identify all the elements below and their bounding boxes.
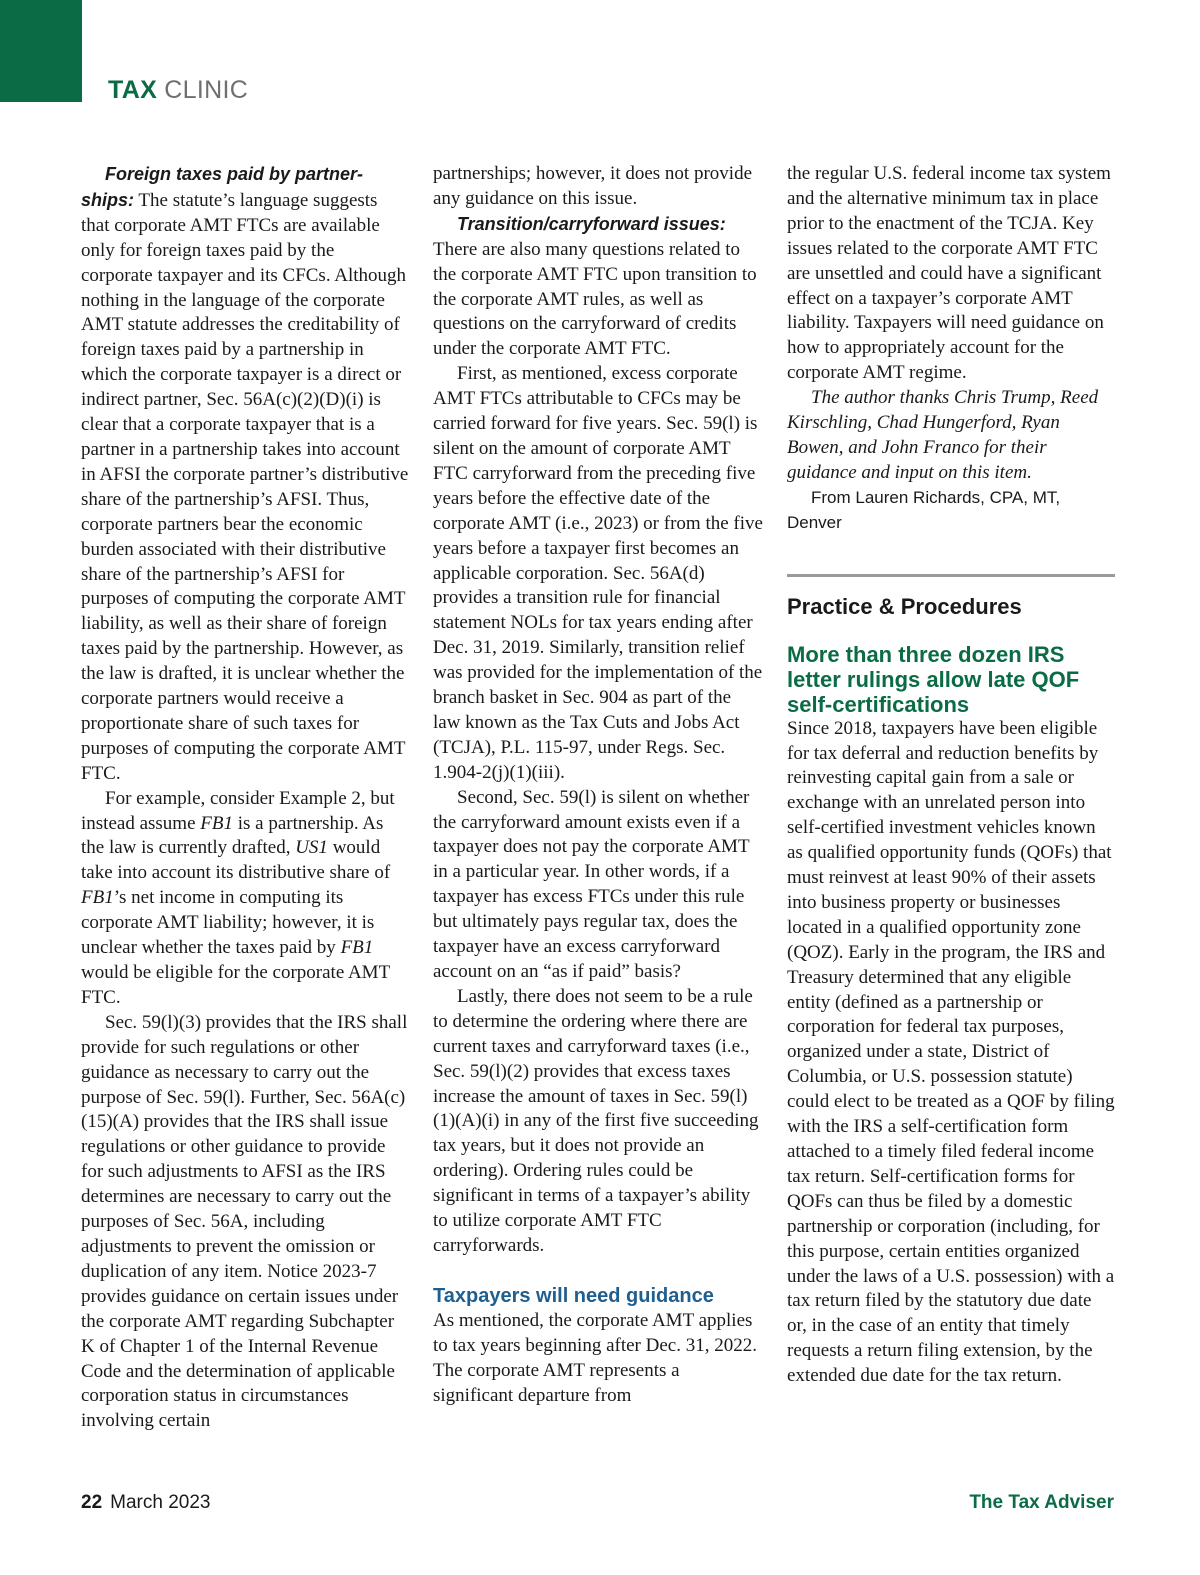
paragraph: Foreign taxes paid by partner-ships: The statute’s language suggests that corporate AMT FTCs are available only for foreign taxes paid by the corporate taxpayer and its CFCs. Although nothing in the language of the corporate AMT statute addresses the creditability of foreign taxes paid by a partnership in which the corporate taxpayer is a direct or indirect partner, Sec. 56A(c)(2)(D)(i) is clear that a corporate taxpayer that is a partner in a partnership takes into account in AFSI the corporate partner’s distributive share of the partnership’s AFSI. Thus, corporate partners bear the economic burden associated with their distributive share of the partnership’s AFSI for purposes of computing the corporate AMT liability, as well as their share of foreign taxes paid by the partnership. However, as the law is drafted, it is unclear whether the corporate partners would receive a proportionate share of such taxes for purposes of computing the corporate AMT FTC.	[81, 164, 409, 784]
paragraph: Since 2018, taxpayers have been eligible for tax deferral and reduction benefits by reinvesting capital gain from a sale or exchange with an unrelated person into self-certified investment vehicles known as qualified opportunity funds (QOFs) that must reinvest at least 90% of their assets into business property or businesses located in a qualified opportunity zone (QOZ). Early in the program, the IRS and Treasury determined that any eligible entity (defined as a partnership or corporation for federal tax purposes, organized under a state, District of Columbia, or U.S. possession statute) could elect to be treated as a QOF by filing with the IRS a self-certification form attached to a timely filed federal income tax return. Self-certification forms for QOFs can thus be filed by a domestic partnership or corporation (including, for this purpose, certain entities organized under the laws of a U.S. possession) with a tax return filed by the statutory due date or, in the case of an entity that timely requests a return filing extension, by the extended due date for the tax return.	[787, 717, 1115, 1387]
run-in-heading: Transition/carryforward issues:	[457, 213, 726, 234]
column-1	[81, 162, 410, 1434]
paragraph: For example, consider Example 2, but instead assume FB1 is a partnership. As the law is currently drafted, US1 would take into account its distributive share of FB1’s net income in computing its corporate AMT liability; however, it is unclear whether the taxes paid by FB1 would be eligible for the corporate AMT FTC.	[81, 787, 395, 1008]
acknowledgment: The author thanks Chris Trump, Reed Kirschling, Chad Hungerford, Ryan Bowen, and John Franco for their guidance and input on this item.	[787, 387, 1099, 483]
column-3	[787, 162, 1115, 1389]
footer-page-info	[81, 1492, 210, 1514]
article-title: More than three dozen IRS letter rulings allow late QOF self-certifications	[787, 641, 1080, 717]
author-byline: From Lauren Richards, CPA, MT, Denver	[787, 487, 1061, 532]
publication-name: The Tax Adviser	[969, 1492, 1114, 1513]
paragraph: Sec. 59(l)(3) provides that the IRS shall provide for such regulations or other guidance as necessary to carry out the purpose of Sec. 59(l). Further, Sec. 56A(c)(15)(A) provides that the IRS shall issue regulations or other guidance to provide for such adjustments to AFSI as the IRS determines are necessary to carry out the purposes of Sec. 56A, including adjustments to prevent the omission or duplication of any item. Notice 2023-7 provides guidance on certain issues under the corporate AMT regarding Subchapter K of Chapter 1 of the Internal Revenue Code and the determination of applicable corporation status in circumstances involving certain	[81, 1011, 408, 1432]
paragraph: the regular U.S. federal income tax system and the alternative minimum tax in place prior to the enactment of the TCJA. Key issues related to the corporate AMT FTC are unsettled and could have a significant effect on a taxpayer’s corporate AMT liability. Taxpayers will need guidance on how to appropriately account for the corporate AMT regime.	[787, 163, 1111, 384]
column-2	[433, 162, 763, 1409]
section-divider	[787, 574, 1115, 577]
issue-date: March 2023	[110, 1492, 211, 1513]
paragraph: As mentioned, the corporate AMT applies to tax years beginning after Dec. 31, 2022. The corporate AMT represents a significant departure from	[433, 1309, 757, 1406]
corner-color-block	[0, 0, 82, 102]
paragraph: Transition/carryforward issues: There are also many questions related to the corporate AMT FTC upon transition to the corporate AMT rules, as well as questions on the carryforward of credits under the corporate AMT FTC.	[433, 213, 757, 360]
subheading: Taxpayers will need guidance	[433, 1284, 714, 1307]
paragraph: Lastly, there does not seem to be a rule to determine the ordering where there are current taxes and carryforward taxes (i.e., Sec. 59(l)(2) provides that excess taxes increase the amount of taxes in Sec. 59(l)(1)(A)(i) in any of the first five succeeding tax years, but it does not provide an ordering). Ordering rules could be significant in terms of a taxpayer’s ability to utilize corporate AMT FTC carryforwards.	[433, 985, 759, 1256]
paragraph: First, as mentioned, excess corporate AMT FTCs attributable to CFCs may be carried forward for five years. Sec. 59(l) is silent on the amount of corporate AMT FTC carryforward from the preceding five years before the effective date of the corporate AMT (i.e., 2023) or from the five years before a taxpayer first becomes an applicable corporation. Sec. 56A(d) provides a transition rule for financial statement NOLs for tax years ending after Dec. 31, 2019. Similarly, transition relief was provided for the implementation of the branch basket in Sec. 904 as part of the law known as the Tax Cuts and Jobs Act (TCJA), P.L. 115-97, under Regs. Sec. 1.904-2(j)(1)(iii).	[433, 363, 763, 783]
section-header: TAX CLINIC	[108, 76, 249, 104]
paragraph: Second, Sec. 59(l) is silent on whether the carryforward amount exists even if a taxpayer does not pay the corporate AMT in a particular year. In other words, if a taxpayer has excess FTCs under this rule but ultimately pays regular tax, does the taxpayer have an excess carryforward account on an “as if paid” basis?	[433, 786, 750, 982]
department-heading: Practice & Procedures	[787, 593, 1022, 619]
page-number: 22	[81, 1492, 103, 1513]
run-in-heading: Foreign taxes paid by partner-ships:	[81, 164, 364, 210]
paragraph: partnerships; however, it does not provide any guidance on this issue.	[433, 163, 753, 209]
